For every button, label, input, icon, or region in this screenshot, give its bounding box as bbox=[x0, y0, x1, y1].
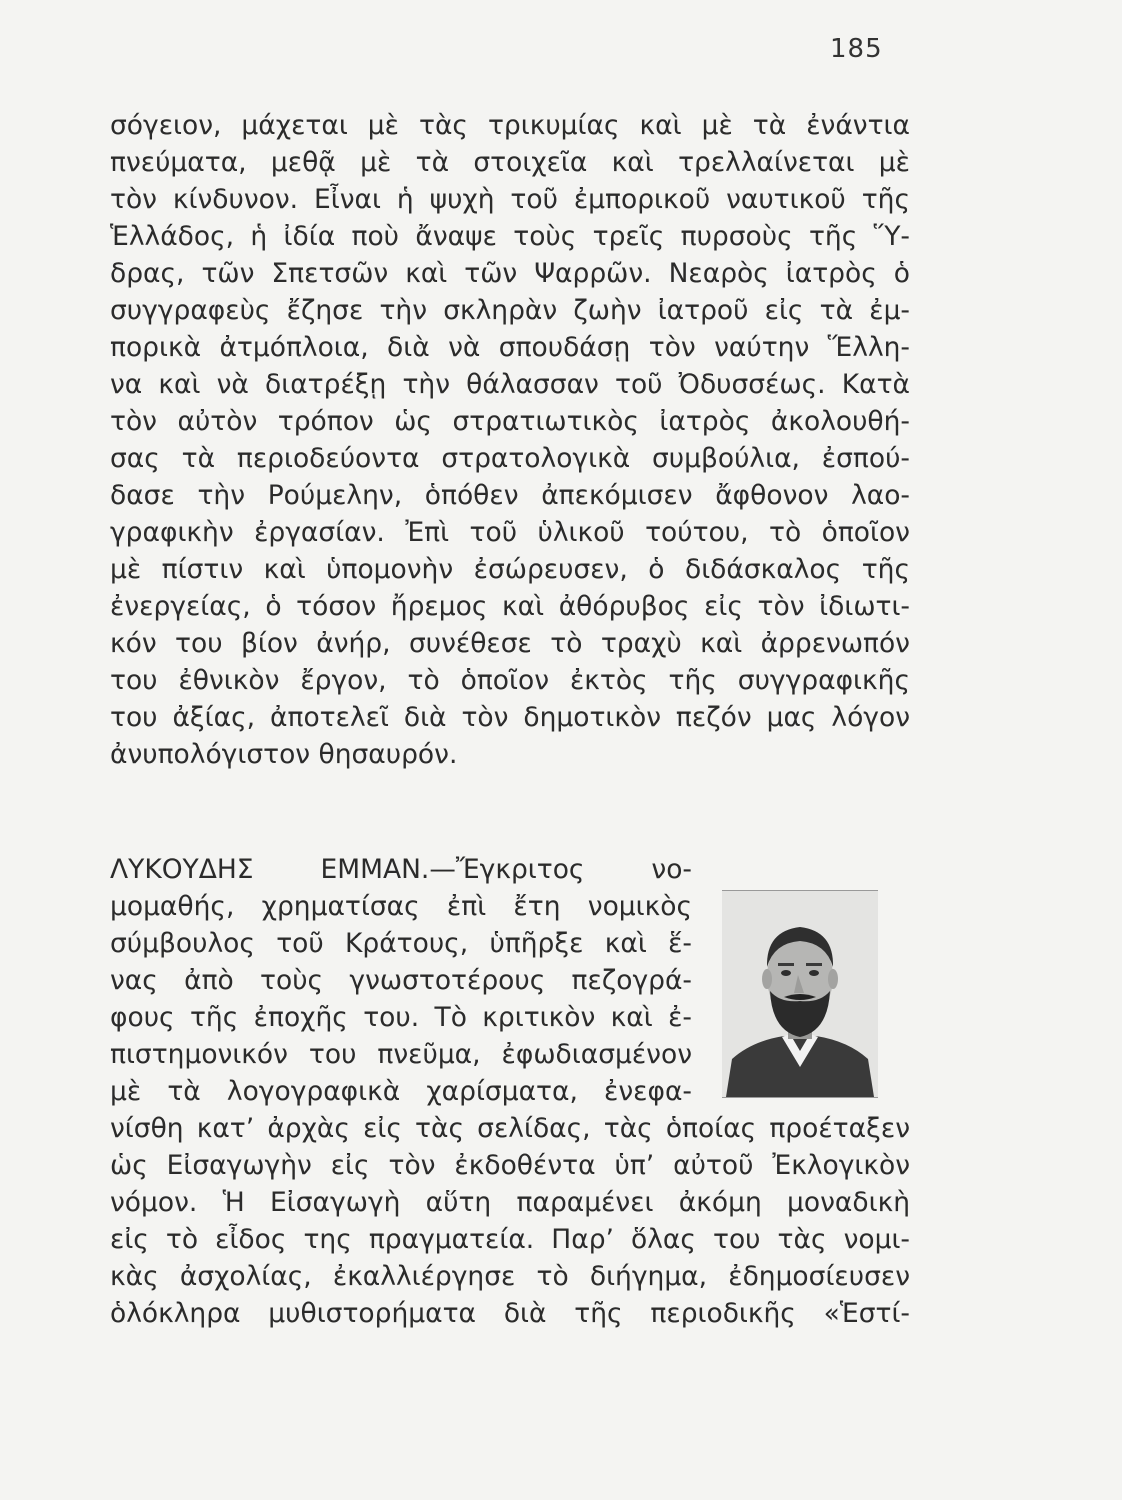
text-line: πνεύματα, μεθᾷ μὲ τὰ στοιχεῖα καὶ τρελλαίνεται μὲ bbox=[110, 147, 910, 178]
text-line: ὡς Εἰσαγωγὴν εἰς τὸν ἐκδοθέντα ὑπ’ αὐτοῦ Ἐκλογικὸν bbox=[110, 1150, 910, 1181]
page-number: 185 bbox=[830, 34, 883, 64]
text-line: μὲ πίστιν καὶ ὑπομονὴν ἐσώρευσεν, ὁ διδάσκαλος τῆς bbox=[110, 554, 910, 585]
text-line: σας τὰ περιοδεύοντα στρατολογικὰ συμβούλια, ἐσπού- bbox=[110, 443, 910, 474]
text-line: δασε τὴν Ρούμελην, ὁπόθεν ἀπεκόμισεν ἄφθονον λαο- bbox=[110, 480, 910, 511]
text-line: δρας, τῶν Σπετσῶν καὶ τῶν Ψαρρῶν. Νεαρὸς ἰατρὸς ὁ bbox=[110, 258, 910, 289]
text-line: ἐνεργείας, ὁ τόσον ἤρεμος καὶ ἀθόρυβος εἰς τὸν ἰδιωτι- bbox=[110, 591, 910, 622]
text-line: ἀνυπολόγιστον θησαυρόν. bbox=[110, 739, 458, 770]
text-line-heading: ΛΥΚΟΥΔΗΣ ΕΜΜΑΝ.—Ἔγκριτος νο- bbox=[110, 854, 692, 885]
author-portrait bbox=[722, 890, 878, 1098]
text-line: φους τῆς ἐποχῆς του. Τὸ κριτικὸν καὶ ἐ- bbox=[110, 1002, 692, 1033]
text-line: πιστημονικόν του πνεῦμα, ἐφωδιασμένον bbox=[110, 1039, 692, 1070]
text-line: νόμον. Ἡ Εἰσαγωγὴ αὕτη παραμένει ἀκόμη μοναδικὴ bbox=[110, 1187, 910, 1218]
text-line: του ἀξίας, ἀποτελεῖ διὰ τὸν δημοτικὸν πεζόν μας λόγον bbox=[110, 702, 910, 733]
text-line: μομαθής, χρηματίσας ἐπὶ ἔτη νομικὸς bbox=[110, 891, 692, 922]
text-line: γραφικὴν ἐργασίαν. Ἐπὶ τοῦ ὑλικοῦ τούτου, τὸ ὁποῖον bbox=[110, 517, 910, 548]
text-line: τὸν αὐτὸν τρόπον ὡς στρατιωτικὸς ἰατρὸς ἀκολουθή- bbox=[110, 406, 910, 437]
text-line: ὁλόκληρα μυθιστορήματα διὰ τῆς περιοδικῆς «Ἑστί- bbox=[110, 1298, 910, 1329]
text-line: κὰς ἀσχολίας, ἐκαλλιέργησε τὸ διήγημα, ἐδημοσίευσεν bbox=[110, 1261, 910, 1292]
text-line: εἰς τὸ εἶδος της πραγματεία. Παρ’ ὅλας του τὰς νομι- bbox=[110, 1224, 910, 1255]
text-line: πορικὰ ἀτμόπλοια, διὰ νὰ σπουδάσῃ τὸν ναύτην Ἕλλη- bbox=[110, 332, 910, 363]
text-line: νίσθη κατ’ ἀρχὰς εἰς τὰς σελίδας, τὰς ὁποίας προέταξεν bbox=[110, 1113, 910, 1144]
text-line: κόν του βίον ἀνήρ, συνέθεσε τὸ τραχὺ καὶ ἀρρενωπόν bbox=[110, 628, 910, 659]
text-line: σύμβουλος τοῦ Κράτους, ὑπῆρξε καὶ ἕ- bbox=[110, 928, 692, 959]
text-line: να καὶ νὰ διατρέξῃ τὴν θάλασσαν τοῦ Ὀδυσσέως. Κατὰ bbox=[110, 369, 910, 400]
text-line: μὲ τὰ λογογραφικὰ χαρίσματα, ἐνεφα- bbox=[110, 1076, 692, 1107]
text-line: συγγραφεὺς ἔζησε τὴν σκληρὰν ζωὴν ἰατροῦ εἰς τὰ ἐμ- bbox=[110, 295, 910, 326]
text-line: του ἐθνικὸν ἔργον, τὸ ὁποῖον ἐκτὸς τῆς συγγραφικῆς bbox=[110, 665, 910, 696]
text-line: Ἑλλάδος, ἡ ἰδία ποὺ ἄναψε τοὺς τρεῖς πυρσοὺς τῆς Ὕ- bbox=[110, 221, 910, 252]
text-line: σόγειον, μάχεται μὲ τὰς τρικυμίας καὶ μὲ τὰ ἐνάντια bbox=[110, 110, 910, 141]
text-line: τὸν κίνδυνον. Εἶναι ἡ ψυχὴ τοῦ ἐμπορικοῦ ναυτικοῦ τῆς bbox=[110, 184, 910, 215]
text-line: νας ἀπὸ τοὺς γνωστοτέρους πεζογρά- bbox=[110, 965, 692, 996]
